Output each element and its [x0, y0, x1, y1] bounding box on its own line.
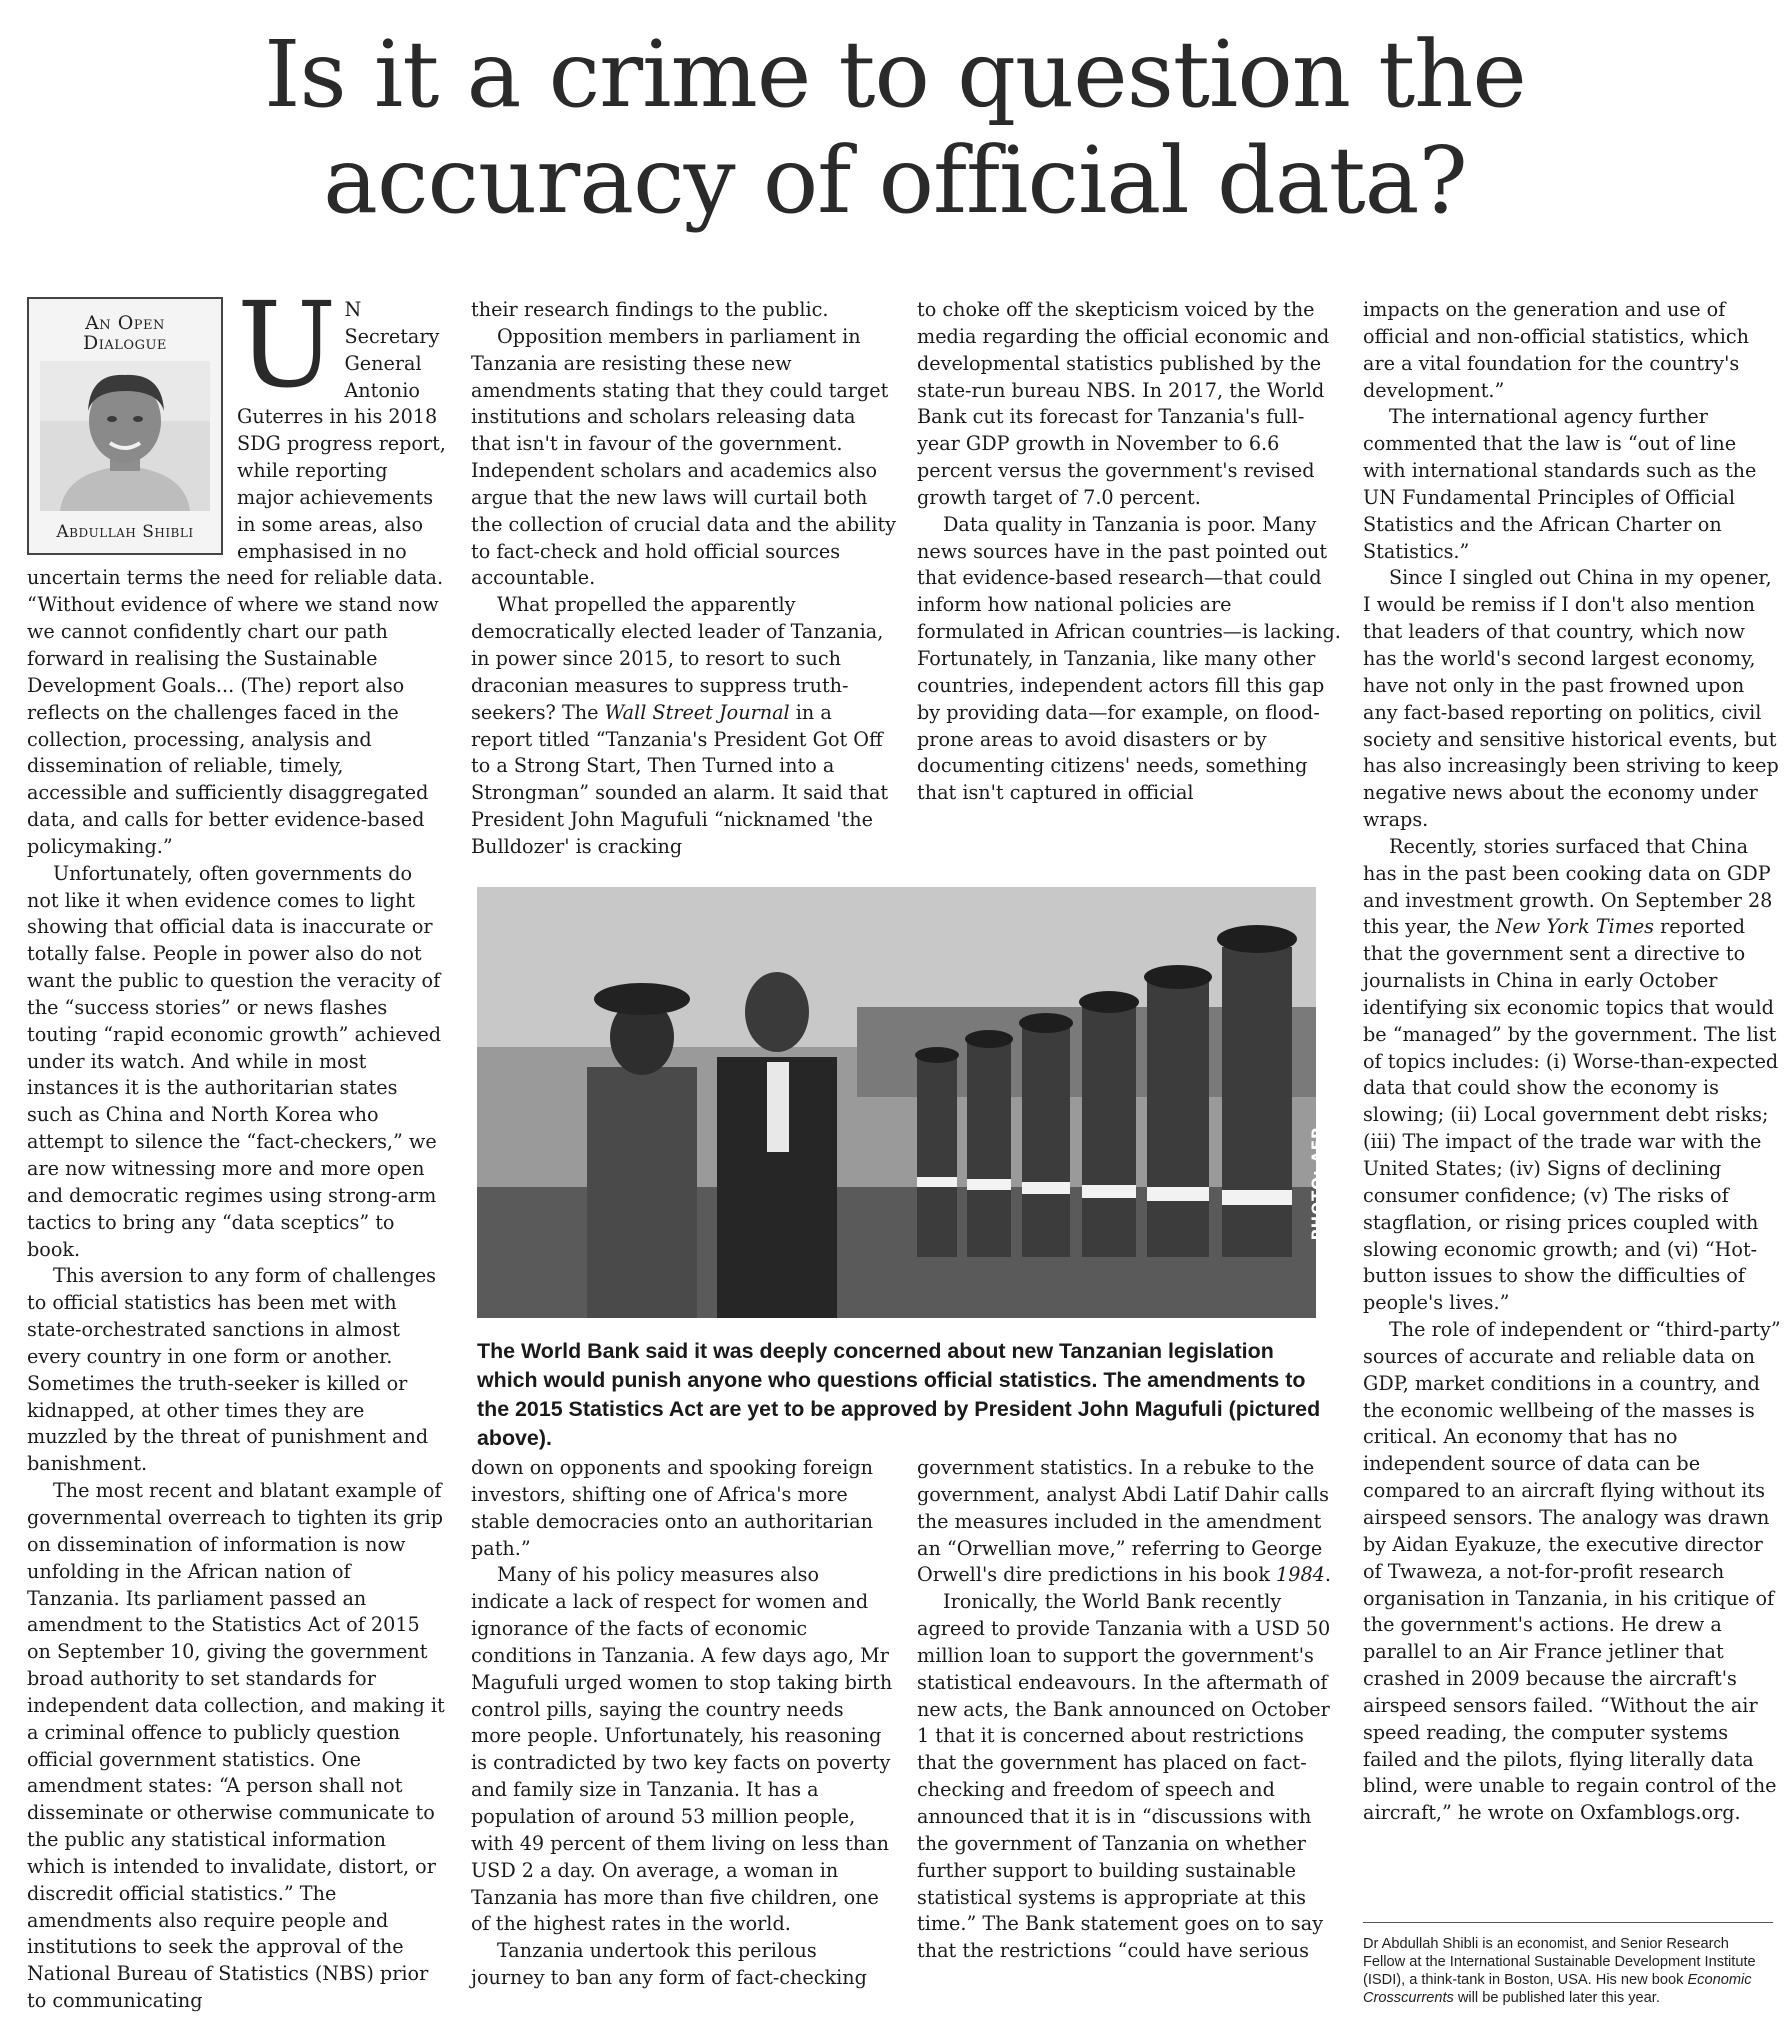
- column-2-bottom: [471, 1455, 896, 2019]
- col1-paragraph-2: Unfortunately, often governments do not like it when evidence comes to light showing that official data is inaccurate or totally false. People in power also do not want the public to question the veracity of the “success stories” or news flashes touting “rapid economic growth” achieved under its watch. And while in most instances it is the authoritarian states such as China and North Korea who attempt to silence the “fact-checkers,” we are now witnessing more and more open and democratic regimes using strong-arm tactics to bring any “data sceptics” to book.: [27, 861, 442, 1261]
- author-book-title: Economic Crosscurrents: [1363, 1972, 1752, 2006]
- headline: [0, 22, 1790, 234]
- col2-bottom-paragraph-1: down on opponents and spooking foreign investors, shifting one of Africa's more stable democracies onto an authoritarian path.”: [471, 1456, 873, 1560]
- col4-paragraph-3: Since I singled out China in my opener, I would be remiss if I don't also mention that leaders of that country, which now has the world's second largest economy, have not only in the past frowned upon any fact-based reporting on politics, civil society and sensitive historical events, but has also increasingly been striving to keep negative news about the economy under wraps.: [1363, 566, 1779, 832]
- byline-box: [27, 297, 223, 555]
- headline-line-2: accuracy of official data?: [323, 127, 1467, 234]
- col3-bottom-paragraph-2: Ironically, the World Bank recently agreed to provide Tanzania with a USD 50 million loan to support the government's statistical endeavours. In the aftermath of new acts, the Bank announced on October 1 that it is concerned about restrictions that the government has placed on fact-checking and freedom of speech and announced that it is in “discussions with the government of Tanzania on whether further support to building sustainable statistical systems is appropriate at this time.” The Bank statement goes on to say that the restrictions “could have serious: [917, 1590, 1331, 1963]
- col3-bottom-paragraph-1: [917, 1455, 1342, 1589]
- col3-b-p1-text-a: government statistics. In a rebuke to the government, analyst Abdi Latif Dahir calls the measures included in the amendment an “Orwellian move,” referring to George Orwell's dire predictions in his book: [917, 1456, 1330, 1587]
- dropcap: U: [237, 276, 337, 414]
- col3-paragraph-2: Data quality in Tanzania is poor. Many news sources have in the past pointed out that evidence-based research—that could inform how national policies are formulated in African countries—is lacking. Fortunately, in Tanzania, like many other countries, independent actors fill this gap by providing data—for example, on flood-prone areas to avoid disasters or by documenting citizens' needs, something that isn't captured in official: [917, 512, 1341, 805]
- col4-paragraph-2: The international agency further commented that the law is “out of line with international standards such as the UN Fundamental Principles of Official Statistics and the African Charter on Statistics.”: [1363, 405, 1757, 563]
- col4-p4-text-b: reported that the government sent a directive to journalists in China in early October identifying six economic topics that would be “managed” by the government. The list of topics includes: (i) Worse-than-expected data that could show the economy is slowing; (ii) Local government debt risks; (iii) The impact of the trade war with the United States; (iv) Signs of declining consumer confidence; (v) The risks of stagflation, or rising prices coupled with slowing economic growth; and (vi) “Hot-button issues to show the difficulties of people's lives.”: [1363, 915, 1779, 1315]
- column-2-top: [471, 297, 896, 865]
- author-name: Abdullah Shibli: [56, 522, 194, 542]
- col2-p3-text-a: What propelled the apparently democratically elected leader of Tanzania, in power since 2015, to resort to such draconian measures to suppress truth-seekers? The: [471, 593, 884, 724]
- photo-credit: PHOTO: AFP: [1308, 1127, 1326, 1241]
- column-3-top: [917, 297, 1342, 865]
- col3-b-p1-text-b: .: [1324, 1563, 1331, 1587]
- col3-paragraph-1: to choke off the skepticism voiced by the media regarding the official economic and developmental statistics published by the state-run bureau NBS. In 2017, the World Bank cut its forecast for Tanzania's full-year GDP growth in November to 6.6 percent versus the government's revised growth target of 7.0 percent.: [917, 298, 1330, 509]
- col1-paragraph-3: This aversion to any form of challenges to official statistics has been met with state-orchestrated sanctions in almost every country in one form or another. Sometimes the truth-seeker is killed or kidnapped, at other times they are muzzled by the threat of punishment and banishment.: [27, 1264, 437, 1476]
- author-note-tail: will be published later this year.: [1453, 1990, 1660, 2006]
- photo-caption: The World Bank said it was deeply concerned about new Tanzanian legislation which would punish anyone who questions official statistics. The amendments to the 2015 Statistics Act are yet to be approved by President John Magufuli (pictured above).: [477, 1339, 1321, 1450]
- column-3-bottom: [917, 1455, 1342, 2019]
- author-photo: [40, 361, 210, 511]
- column-name-line-1: An Open: [85, 312, 165, 334]
- col4-p4-text-a: Recently, stories surfaced that China has in the past been cooking data on GDP and investment growth. On September 28 this year, the: [1363, 834, 1773, 939]
- author-note: [1363, 1935, 1773, 2007]
- author-note-rule: [1363, 1922, 1773, 1923]
- col2-paragraph-1: their research findings to the public.: [471, 298, 829, 321]
- headline-line-1: Is it a crime to question the: [264, 21, 1526, 128]
- col1-paragraph-4: The most recent and blatant example of governmental overreach to tighten its grip on dissemination of information is now unfolding in the African nation of Tanzania. Its parliament passed an amendment to the Statistics Act of 2015 on September 10, giving the government broad authority to set standards for independent data collection, and making it a criminal offence to publicly question official government statistics. One amendment states: “A person shall not disseminate or otherwise communicate to the public any statistical information which is intended to invalidate, distort, or discredit official statistics.” The amendments also require people and institutions to seek the approval of the National Bureau of Statistics (NBS) prior to communicating: [27, 1479, 445, 2013]
- column-name: [29, 313, 221, 353]
- col2-bottom-paragraph-3: Tanzania undertook this perilous journey to ban any form of fact-checking: [471, 1939, 867, 1990]
- author-note-text: Dr Abdullah Shibli is an economist, and Senior Research Fellow at the International Sustainable Development Institute (ISDI), a think-tank in Boston, USA. His new book: [1363, 1936, 1756, 1988]
- col2-paragraph-3: [471, 592, 896, 860]
- col2-paragraph-2: Opposition members in parliament in Tanzania are resisting these new amendments stating that they could target institutions and scholars releasing data that isn't in favour of the government. Independent scholars and academics also argue that the new laws will curtail both the collection of crucial data and the ability to fact-check and hold official sources accountable.: [471, 324, 896, 590]
- col2-bottom-paragraph-2: Many of his policy measures also indicate a lack of respect for women and ignorance of the facts of economic conditions in Tanzania. A few days ago, Mr Magufuli urged women to stop taking birth control pills, saying the country needs more people. Unfortunately, his reasoning is contradicted by two key facts on poverty and family size in Tanzania. It has a population of around 53 million people, with 49 percent of them living on less than USD 2 a day. On average, a woman in Tanzania has more than five children, one of the highest rates in the world.: [471, 1563, 893, 1936]
- news-photo: [477, 887, 1326, 1318]
- wsj-title: Wall Street Journal: [604, 700, 790, 724]
- column-1: [27, 276, 447, 2019]
- col4-paragraph-1: impacts on the generation and use of official and non-official statistics, which are a vital foundation for the country's development.”: [1363, 298, 1750, 402]
- book-1984: 1984: [1276, 1563, 1325, 1587]
- col2-p3-text-b: in a report titled “Tanzania's President Got Off to a Strong Start, Then Turned into a Strongman” sounded an alarm. It said that President John Magufuli “nicknamed 'the Bulldozer' is cracking: [471, 700, 889, 858]
- nyt-title: New York Times: [1495, 915, 1655, 939]
- col4-paragraph-5: The role of independent or “third-party” sources of accurate and reliable data on GDP, market conditions in a country, and the economic wellbeing of the masses is critical. An economy that has no independent source of data can be compared to an aircraft flying without its airspeed sensors. The analogy was drawn by Aidan Eyakuze, the executive director of Twaweza, a not-for-profit research organisation in Tanzania, in his critique of the government's actions. He drew a parallel to an Air France jetliner that crashed in 2009 because the aircraft's airspeed sensors failed. “Without the air speed reading, the computer systems failed and the pilots, flying literally data blind, were unable to regain control of the aircraft,” he wrote on Oxfamblogs.org.: [1363, 1318, 1781, 1825]
- col1-paragraph-1: N Secretary General Antonio Guterres in his 2018 SDG progress report, while reporting major achievements in some areas, also emphasised in no uncertain terms the need for reliable data. “Without evidence of where we stand now we cannot confidently chart our path forward in realising the Sustainable Development Goals... (The) report also reflects on the challenges faced in the collection, processing, analysis and dissemination of reliable, timely, accessible and sufficiently disaggregated data, and calls for better evidence-based policymaking.”: [27, 298, 446, 858]
- col4-paragraph-4: [1363, 834, 1783, 1317]
- column-name-line-2: Dialogue: [83, 332, 167, 354]
- column-4: [1363, 297, 1783, 1919]
- photo-illustration: [477, 887, 1316, 1318]
